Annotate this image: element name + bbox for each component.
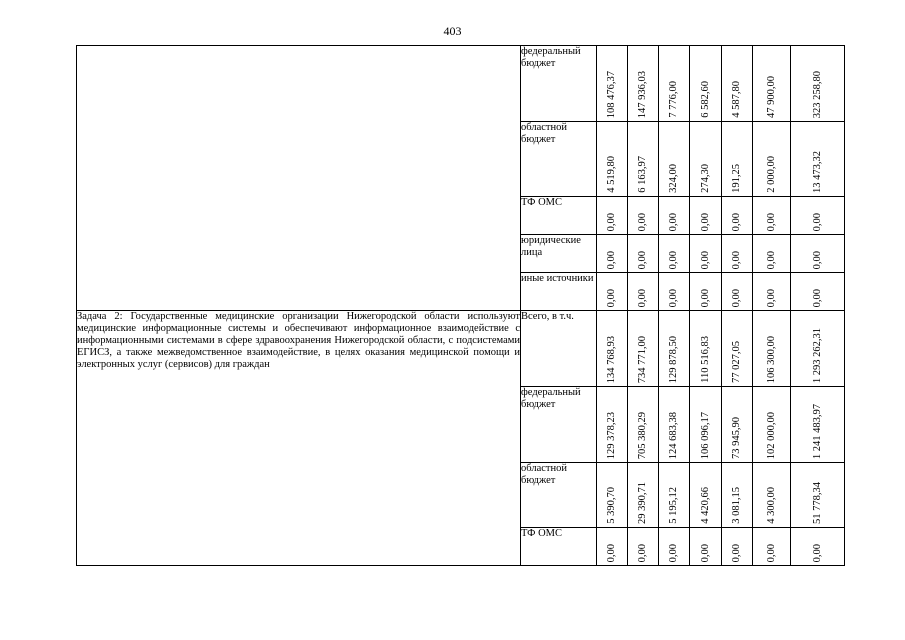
value-cell — [659, 273, 690, 311]
value-cell — [659, 122, 690, 197]
value-cell — [628, 311, 659, 387]
value-cell — [690, 387, 722, 463]
value-cell — [597, 122, 628, 197]
budget-table — [76, 45, 845, 566]
value-cell — [753, 197, 791, 235]
value-cell — [628, 528, 659, 566]
value-cell — [659, 311, 690, 387]
total-value-cell — [791, 463, 845, 528]
value-text: 4 587,80 — [731, 81, 742, 118]
total-value-cell — [791, 273, 845, 311]
value-cell — [690, 311, 722, 387]
value-text: 4 300,00 — [765, 487, 777, 524]
value-cell — [722, 528, 753, 566]
value-text: 0,00 — [668, 250, 679, 269]
value-cell — [690, 122, 722, 197]
value-cell — [628, 387, 659, 463]
value-text: 29 390,71 — [637, 482, 648, 524]
value-text: 0,00 — [765, 250, 777, 269]
total-value-cell — [791, 46, 845, 122]
value-cell — [753, 273, 791, 311]
value-cell — [690, 235, 722, 273]
value-cell — [628, 463, 659, 528]
value-text: 734 771,00 — [637, 335, 648, 383]
value-cell — [722, 463, 753, 528]
value-text: 0,00 — [699, 250, 711, 269]
value-text: 0,00 — [811, 288, 823, 307]
value-text: 106 096,17 — [699, 411, 711, 459]
value-text: 0,00 — [731, 288, 742, 307]
value-text: 0,00 — [606, 288, 617, 307]
value-text: 274,30 — [699, 164, 711, 193]
value-cell — [628, 235, 659, 273]
value-text: 1 241 483,97 — [811, 403, 823, 459]
value-cell — [690, 528, 722, 566]
value-cell — [753, 463, 791, 528]
value-text: 3 081,15 — [731, 487, 742, 524]
value-cell — [659, 387, 690, 463]
value-cell — [690, 46, 722, 122]
source-label-cell: федеральный бюджет — [521, 46, 597, 122]
value-text: 0,00 — [668, 288, 679, 307]
value-text: 323 258,80 — [811, 70, 823, 118]
value-cell — [597, 463, 628, 528]
value-text: 0,00 — [606, 212, 617, 231]
value-text: 6 582,60 — [699, 81, 711, 118]
value-text: 5 390,70 — [606, 487, 617, 524]
value-cell — [597, 46, 628, 122]
value-text: 191,25 — [731, 164, 742, 193]
value-text: 0,00 — [699, 212, 711, 231]
value-text: 0,00 — [765, 212, 777, 231]
value-text: 0,00 — [811, 543, 823, 562]
value-text: 0,00 — [668, 543, 679, 562]
value-cell — [722, 46, 753, 122]
task-2-description: Задача 2: Государственные медицинские организации Нижегородской области используют медицинские информационные системы и обеспечивают информационное взаимодействие с информационными системами в сфере здравоохранения Нижегородской области, с подсистемами ЕГИСЗ, а также межведомственное взаимодействие, в целях оказания медицинской помощи и электронных услуг (сервисов) для граждан — [77, 311, 521, 566]
table-row — [77, 311, 845, 387]
value-cell — [753, 122, 791, 197]
value-cell — [753, 311, 791, 387]
source-label-cell: ТФ ОМС — [521, 197, 597, 235]
value-cell — [597, 273, 628, 311]
value-text: 0,00 — [699, 543, 711, 562]
source-label-cell: областной бюджет — [521, 463, 597, 528]
page-number: 403 — [443, 24, 462, 38]
value-text: 0,00 — [765, 288, 777, 307]
source-label-cell: федеральный бюджет — [521, 387, 597, 463]
value-cell — [722, 122, 753, 197]
value-text: 4 420,66 — [699, 487, 711, 524]
value-text: 73 945,90 — [731, 417, 742, 459]
source-label-cell: юридические лица — [521, 235, 597, 273]
empty-description-cell — [77, 46, 521, 311]
value-text: 47 900,00 — [765, 76, 777, 118]
total-value-cell — [791, 197, 845, 235]
value-text: 124 683,38 — [668, 411, 679, 459]
value-text: 102 000,00 — [765, 411, 777, 459]
value-text: 0,00 — [637, 212, 648, 231]
value-cell — [753, 46, 791, 122]
value-cell — [722, 197, 753, 235]
value-cell — [597, 197, 628, 235]
value-cell — [628, 197, 659, 235]
value-text: 5 195,12 — [668, 487, 679, 524]
value-text: 0,00 — [699, 288, 711, 307]
value-text: 1 293 262,31 — [811, 327, 823, 383]
source-label-cell: ТФ ОМС — [521, 528, 597, 566]
value-text: 0,00 — [606, 250, 617, 269]
value-cell — [690, 463, 722, 528]
value-text: 705 380,29 — [637, 411, 648, 459]
value-text: 129 878,50 — [668, 335, 679, 383]
value-text: 13 473,32 — [811, 151, 823, 193]
value-text: 7 776,00 — [668, 81, 679, 118]
value-text: 0,00 — [731, 250, 742, 269]
value-cell — [659, 235, 690, 273]
value-text: 2 000,00 — [765, 156, 777, 193]
value-text: 0,00 — [637, 250, 648, 269]
value-text: 0,00 — [637, 543, 648, 562]
total-value-cell — [791, 235, 845, 273]
value-cell — [628, 273, 659, 311]
total-value-cell — [791, 122, 845, 197]
value-cell — [597, 311, 628, 387]
value-cell — [628, 46, 659, 122]
value-cell — [753, 528, 791, 566]
total-value-cell — [791, 311, 845, 387]
value-text: 147 936,03 — [637, 70, 648, 118]
total-value-cell — [791, 528, 845, 566]
value-text: 0,00 — [606, 543, 617, 562]
value-text: 0,00 — [811, 212, 823, 231]
value-cell — [753, 235, 791, 273]
value-cell — [659, 528, 690, 566]
value-text: 51 778,34 — [811, 482, 823, 524]
value-text: 0,00 — [731, 543, 742, 562]
value-cell — [722, 273, 753, 311]
value-cell — [659, 463, 690, 528]
value-text: 0,00 — [668, 212, 679, 231]
value-cell — [753, 387, 791, 463]
value-cell — [722, 235, 753, 273]
value-text: 134 768,93 — [606, 335, 617, 383]
source-label-cell: иные источники — [521, 273, 597, 311]
value-cell — [628, 122, 659, 197]
value-text: 0,00 — [637, 288, 648, 307]
value-text: 0,00 — [811, 250, 823, 269]
value-text: 0,00 — [765, 543, 777, 562]
value-text: 110 516,83 — [699, 336, 711, 383]
value-text: 324,00 — [668, 164, 679, 193]
value-text: 106 300,00 — [765, 335, 777, 383]
value-cell — [659, 197, 690, 235]
value-cell — [659, 46, 690, 122]
table-row — [77, 46, 845, 122]
value-cell — [597, 528, 628, 566]
source-label-cell: областной бюджет — [521, 122, 597, 197]
value-text: 6 163,97 — [637, 156, 648, 193]
value-cell — [597, 387, 628, 463]
value-text: 77 027,05 — [731, 341, 742, 383]
value-text: 129 378,23 — [606, 411, 617, 459]
source-label-cell: Всего, в т.ч. — [521, 311, 597, 387]
total-value-cell — [791, 387, 845, 463]
value-text: 4 519,80 — [606, 156, 617, 193]
value-cell — [722, 311, 753, 387]
value-cell — [690, 197, 722, 235]
value-text: 0,00 — [731, 212, 742, 231]
value-cell — [690, 273, 722, 311]
value-text: 108 476,37 — [606, 70, 617, 118]
value-cell — [722, 387, 753, 463]
value-cell — [597, 235, 628, 273]
